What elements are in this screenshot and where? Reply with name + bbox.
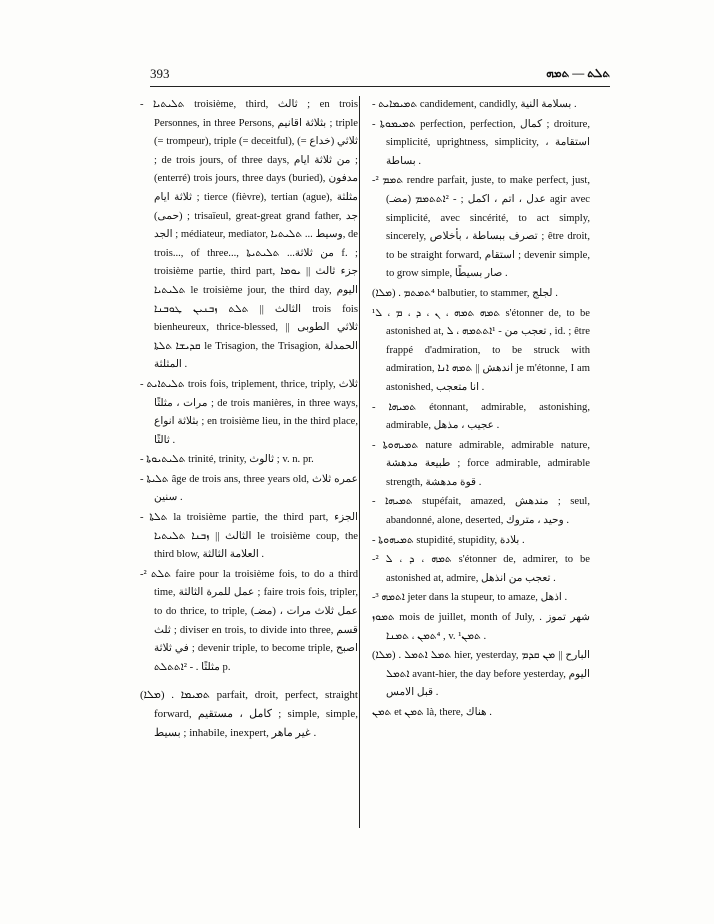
entry: - ܬܠܝܬܝܐ troisième, third, ثالث ; en trois Personnes, in three Persons, بثلاثة اقانيم ; triple (= trompeur), triple (= deceitful), (= خداع) ثلاثي ; de trois jours, of three days, من ثلاثة ايام ; (enterré) trois jours, three days (buried), مدفون ثلاثة ايام ; tierce (fièvre), tertian (ague), مثلثة (حمى) ; trisaïeul, great-great grand father, جد الجد ; médiateur, mediator, وسيط ... ܬܠܝܬܝܐ, de trois..., of three..., من ثلاثة... ܬܠܝܬܝܬܐ f. ; troisième partie, third part, جزء ثالث || ܝܘܡܐ ܬܠܝܬܝܐ le troisième jour, the third day, اليوم الثالث || ܬܠܬ ܙܒܢܝܢ ܛܘܒܢܐ trois fois bienheureux, thrice-blessed, ثلاثي الطوبى || ܩܕܝܫܐ ܬܠܬܐ le Trisagion, the Trisagion, الحمدلة المثلثة . bbox=[140, 99, 359, 371]
entry: ¹ܬܡܗ ܬܡܗ ، ܢ ، ܕ ، ܡ ، ܠ s'étonner de, to be astonished at, تعجب من - ¹ܐܬܬܡܗ ، ܠ , id. ; être frappé d'admiration, to be struck with admiration, اندهش || ܬܡܗ ܐܢܐ je m'étonne, I am astonished, انا متعجب . bbox=[372, 307, 590, 393]
entry: -³ ܐܬܡܗ jeter dans la stupeur, to amaze, اذهل . bbox=[372, 592, 568, 604]
entry: - ܬܡܝܡܐܝܬ candidement, candidly, بسلامة النية . bbox=[372, 99, 577, 110]
entry: - ܬܡܝܗܘܬܐ nature admirable, admirable nature, طبيعة مدهشة ; force admirable, admirable strength, قوة مدهشة . bbox=[372, 439, 591, 488]
entry: - ܬܠܝܬܐ âge de trois ans, three years old, عمره ثلاث سنين . bbox=[140, 473, 358, 504]
entry: - ܬܡܝܗܐ stupéfait, amazed, مندهش ; seul, abandonné, alone, deserted, وحيد ، متروك . bbox=[372, 496, 590, 527]
entry: - ܬܡܝܗܐ étonnant, admirable, astonishing, admirable, عجيب ، مذهل . bbox=[372, 401, 590, 432]
header-rule bbox=[150, 86, 610, 87]
right-column bbox=[372, 96, 590, 724]
entry: -² ܬܡܗ ، ܕ ، ܠ s'étonner de, admirer, to be astonished at, admire, تعجب من انذهل . bbox=[372, 554, 590, 584]
entry: (ܡܠܐ) . ⁴ܬܡܬܡ balbutier, to stammer, لجلج . bbox=[372, 287, 558, 299]
entry: -² ܬܡܡ rendre parfait, juste, to make perfect, just, (مضـ) عدل ، اتم ، اكمل ; - ²ܐܬܬܡܡ agir avec simplicité, avec sincérité, to act simply, sincerely, تصرف ببساطة ، بأخلاص ; être droit, to be straight forward, استقام ; devenir simple, to grow simple, صار بسيطًا . bbox=[372, 175, 590, 280]
page-number: 393 bbox=[150, 66, 170, 81]
running-head: ܬܠܬ — ܬܡܗ bbox=[546, 66, 610, 80]
spacer bbox=[140, 678, 358, 686]
entry: - ܬܠܬܐ la troisième partie, the third part, الجزء الثالث || ܙܒܢܐ ܬܠܝܬܝܐ le troisième coup, the third blow, العلامة الثالثة . bbox=[140, 512, 358, 561]
entry: ܬܡܘܙ mois de juillet, month of July, شهر تموز . ⁴ܬܡܢ ، ܬܡܢܐ , v. ¹ܬܡܢ . bbox=[372, 612, 590, 642]
entry: - ܬܠܝܬܐܝܬ trois fois, triplement, thrice, triply, ثلاث مرات ، مثلثًا ; de trois manières, in three ways, بثلاثة انواع ; en troisième lieu, in the third place, ثالثًا . bbox=[140, 378, 358, 446]
entry: - ܬܡܝܗܘܬܐ stupidité, stupidity, بلادة . bbox=[372, 534, 525, 546]
entry: (ܡܠܐ) . ܬܡܠ ܐܬܡܠ hier, yesterday, البارح || ܡܢ ܩܕܡ ܐܬܡܠ avant-hier, the day before yesterday, اليوم قبل الامس . bbox=[372, 650, 590, 699]
entry: - ܬܡܝܡܘܬܐ perfection, perfection, كمال ; droiture, simplicité, uprightness, simplicity, استقامة ، بساطة . bbox=[372, 118, 590, 167]
entry: (ܡܠܐ) . ܬܡܝܡܐ parfait, droit, perfect, straight forward, كامل ، مستقيم ; simple, simple, بسيط ; inhabile, inexpert, غير ماهر . bbox=[140, 689, 358, 739]
column-divider bbox=[359, 96, 360, 828]
entry: -² ܬܠܬ faire pour la troisième fois, to do a third time, عمل للمرة الثالثة ; faire trois fois, tripler, to do thrice, to triple, (مضـ) عمل ثلاث مرات ، ثلث ; diviser en trois, to divide into three, قسم في ثلاثة ; devenir triple, to become triple, اصبح مثلثًا . - ²ܐܬܬܠܬ p. bbox=[140, 568, 358, 673]
page-header bbox=[150, 66, 610, 86]
left-column bbox=[140, 96, 358, 743]
entry: - ܬܠܝܬܝܘܬܐ trinité, trinity, ثالوث ; v. n. pr. bbox=[140, 454, 314, 466]
entry: ܬܡܢ et ܬܡܢ là, there, هناك . bbox=[372, 707, 492, 718]
